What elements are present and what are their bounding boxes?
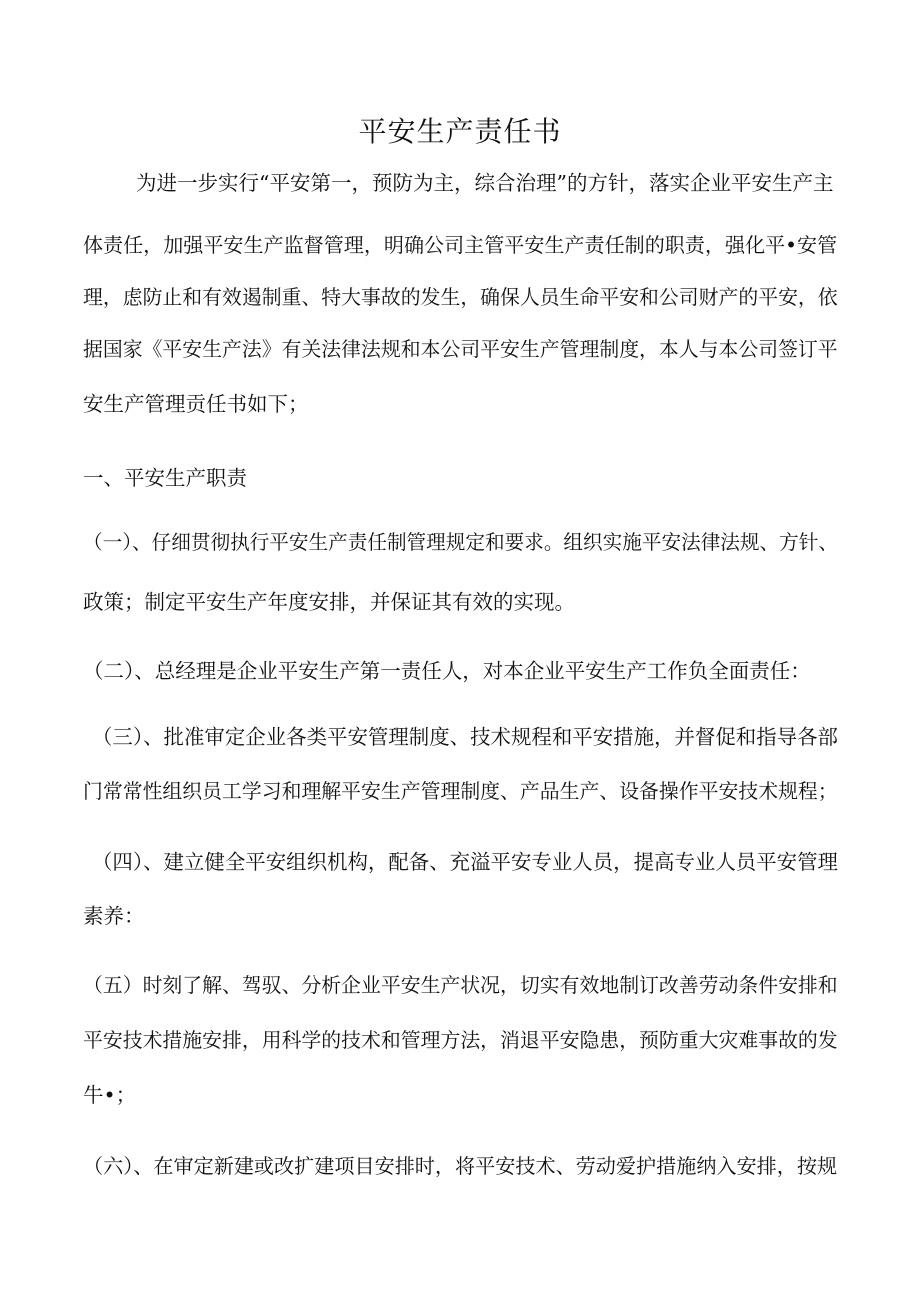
item-4-line-2: 素养： (83, 904, 145, 928)
document-title: 平安生产责任书 (358, 115, 562, 148)
intro-line: 为进一步实行“平安第一，预防为主，综合治理”的方针，落实企业平安生产主 (136, 171, 834, 195)
item-1-line-2: 政策；制定平安生产年度安排，并保证其有效的实现。 (83, 590, 575, 614)
item-3-line-2: 门常常性组织员工学习和理解平安生产管理制度、产品生产、设备操作平安技术规程； (83, 780, 838, 803)
item-4-line-1: （四）、建立健全平安组织机构，配备、充溢平安专业人员，提高专业人员平安管理 (92, 850, 838, 874)
item-5-line-2: 平安技术措施安排，用科学的技术和管理方法，消退平安隐患，预防重大灾难事故的发 (83, 1029, 838, 1052)
intro-line: 体责任，加强平安生产监督管理，明确公司主管平安生产责任制的职责，强化平•安管 (83, 233, 838, 257)
intro-line: 理，虑防止和有效遏制重、特大事故的发生，确保人员生命平安和公司财产的平安，依 (83, 286, 838, 309)
item-6-line-1: （六）、在审定新建或改扩建项目安排时，将平安技术、劳动爱护措施纳入安排，按规 (83, 1154, 838, 1178)
item-5-line-1: （五）时刻了解、驾驭、分析企业平安生产状况，切实有效地制订改善劳动条件安排和 (83, 974, 838, 997)
item-2-line-1: （二）、总经理是企业平安生产第一责任人，对本企业平安生产工作负全面责任： (83, 659, 811, 683)
item-1-line-1: （一）、仔细贯彻执行平安生产责任制管理规定和要求。组织实施平安法律法规、方针、 (83, 531, 838, 554)
section-heading: 一、平安生产职责 (83, 466, 247, 490)
item-5-line-3: 牛•； (83, 1083, 137, 1107)
item-3-line-1: （三）、批准审定企业各类平安管理制度、技术规程和平安措施，并督促和指导各部 (92, 725, 838, 749)
intro-line: 安生产管理贡任书如下； (83, 392, 309, 416)
intro-line: 据国家《平安生产法》有关法律法规和本公司平安生产管理制度，本人与本公司签订平 (83, 338, 838, 361)
